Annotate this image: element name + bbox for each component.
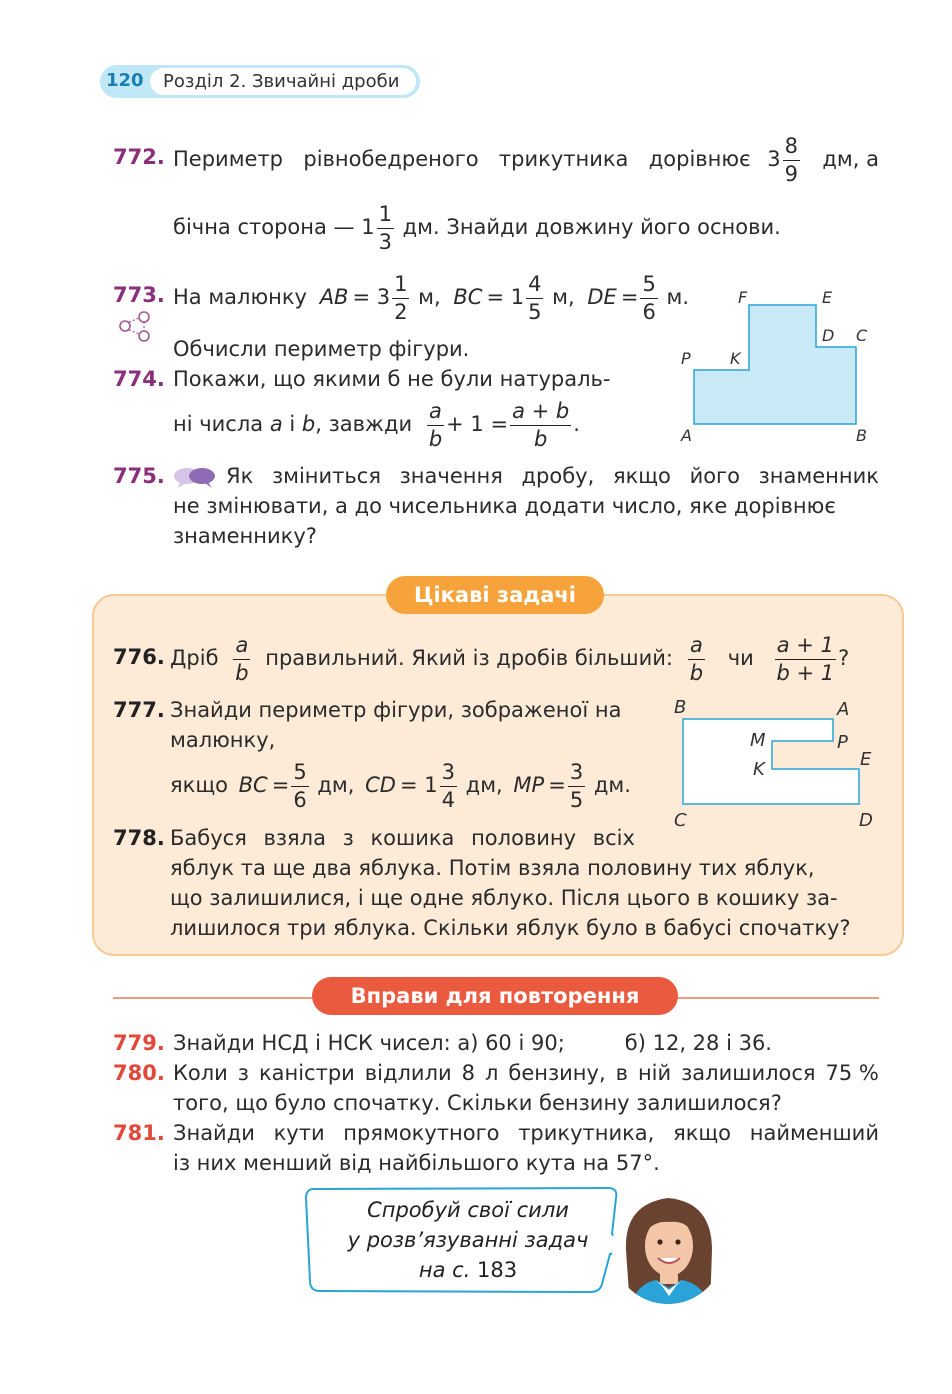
problem-778-line3: що залишилися, і ще одне яблуко. Після цього в кошику за- [170, 886, 838, 910]
problem-number-781: 781. [113, 1121, 165, 1145]
problem-777-line1: Знайди периметр фігури, зображеної на [170, 698, 622, 722]
girl-avatar [612, 1190, 728, 1308]
group-work-icon [116, 309, 154, 343]
label-M2: M [750, 730, 766, 751]
problem-775-line1: Як зміниться значення дробу, якщо його знаменник [226, 464, 879, 488]
figure-773 [676, 284, 876, 449]
label-K2: K [753, 759, 765, 780]
problem-number-774: 774. [113, 367, 165, 391]
problem-number-780: 780. [113, 1061, 165, 1085]
problem-776-line: Дріб $\frac{a}{b}$ правильний. Який із дробів більший: $\frac{a}{b}$ чи $\frac{a + 1}{b + 1}$ ? [170, 632, 850, 685]
problem-775-line2: не змінювати, а до чисельника додати число, яке дорівнює [173, 494, 836, 518]
label-B: B [856, 426, 867, 445]
label-F: F [738, 288, 748, 307]
fraction-1-3: $\frac{1}{3}$ [378, 201, 392, 254]
problem-773-line2: Обчисли периметр фігури. [173, 337, 470, 361]
repetition-title: Вправи для повторення [312, 977, 678, 1015]
problem-number-773: 773. [113, 283, 165, 307]
problem-779-line: Знайди НСД і НСК чисел: а) 60 і 90; б) 12, 28 і 36. [173, 1031, 772, 1055]
label-B2: B [674, 697, 687, 718]
problem-778-line2: яблук та ще два яблука. Потім взяла половину тих яблук, [170, 856, 815, 880]
speech-line3: на с. 183 [418, 1258, 518, 1282]
problem-772-line1: Периметр рівнобедреного трикутника дорівнює 3 $\frac{8}{9}$ дм, а [173, 133, 879, 186]
problem-number-776: 776. [113, 645, 165, 669]
label-A: A [681, 426, 692, 445]
problem-775-line3: знаменнику? [173, 524, 317, 548]
problem-781-line2: із них менший від найбільшого кута на 57°. [173, 1151, 660, 1175]
problem-777-line2: малюнку, [170, 728, 276, 752]
label-C2: C [674, 810, 687, 831]
problem-number-772: 772. [113, 145, 165, 169]
speech-line1: Спробуй свої сили [367, 1198, 569, 1222]
label-P: P [681, 349, 691, 368]
page-number: 120 [106, 70, 144, 91]
label-A2: A [837, 699, 850, 720]
figure-777-shape [683, 719, 859, 804]
problem-780-line1: Коли з каністри відлили 8 л бензину, в ній залишилося 75 % [173, 1061, 879, 1085]
speech-line2: у розв’язуванні задач [347, 1228, 589, 1252]
problem-780-line2: того, що було спочатку. Скільки бензину залишилося? [173, 1091, 782, 1115]
problem-781-line1: Знайди кути прямокутного трикутника, якщо найменший [173, 1121, 879, 1145]
label-E2: E [860, 749, 872, 770]
label-K: K [730, 349, 741, 368]
figure-773-shape [694, 305, 856, 424]
section-title: Розділ 2. Звичайні дроби [163, 71, 400, 92]
problem-778-line4: лишилося три яблука. Скільки яблук було в бабусі спочатку? [170, 916, 851, 940]
problem-773-line1: На малюнку AB = 3 $\frac{1}{2}$ м, BC = 1 $\frac{4}{5}$ м, DE = $\frac{5}{6}$ м. [173, 271, 690, 324]
figure-777 [666, 694, 886, 834]
interesting-problems-title: Цікаві задачі [386, 576, 604, 614]
problem-777-line3: якщо BC = $\frac{5}{6}$ дм, CD = 1 $\frac{3}{4}$ дм, MP = $\frac{3}{5}$ дм. [170, 759, 631, 812]
label-E: E [822, 288, 833, 307]
problem-number-778: 778. [113, 826, 165, 850]
problem-772-line2: бічна сторона — 1 $\frac{1}{3}$ дм. Знайди довжину його основи. [173, 201, 781, 254]
problem-774-line1: Покажи, що якими б не були натураль- [173, 367, 611, 391]
label-C: C [856, 326, 868, 345]
discussion-icon [172, 465, 218, 489]
problem-778-line1: Бабуся взяла з кошика половину всіх [170, 826, 635, 850]
problem-number-779: 779. [113, 1031, 165, 1055]
problem-number-777: 777. [113, 698, 165, 722]
label-D: D [822, 326, 835, 345]
problem-774-line2: ні числа a і b, завжди $\frac{a}{b}$ + 1 = $\frac{a + b}{b}$ . [173, 398, 580, 451]
problem-number-775: 775. [113, 464, 165, 488]
fraction-8-9: $\frac{8}{9}$ [784, 133, 799, 186]
label-P2: P [837, 732, 848, 753]
label-D2: D [859, 810, 873, 831]
